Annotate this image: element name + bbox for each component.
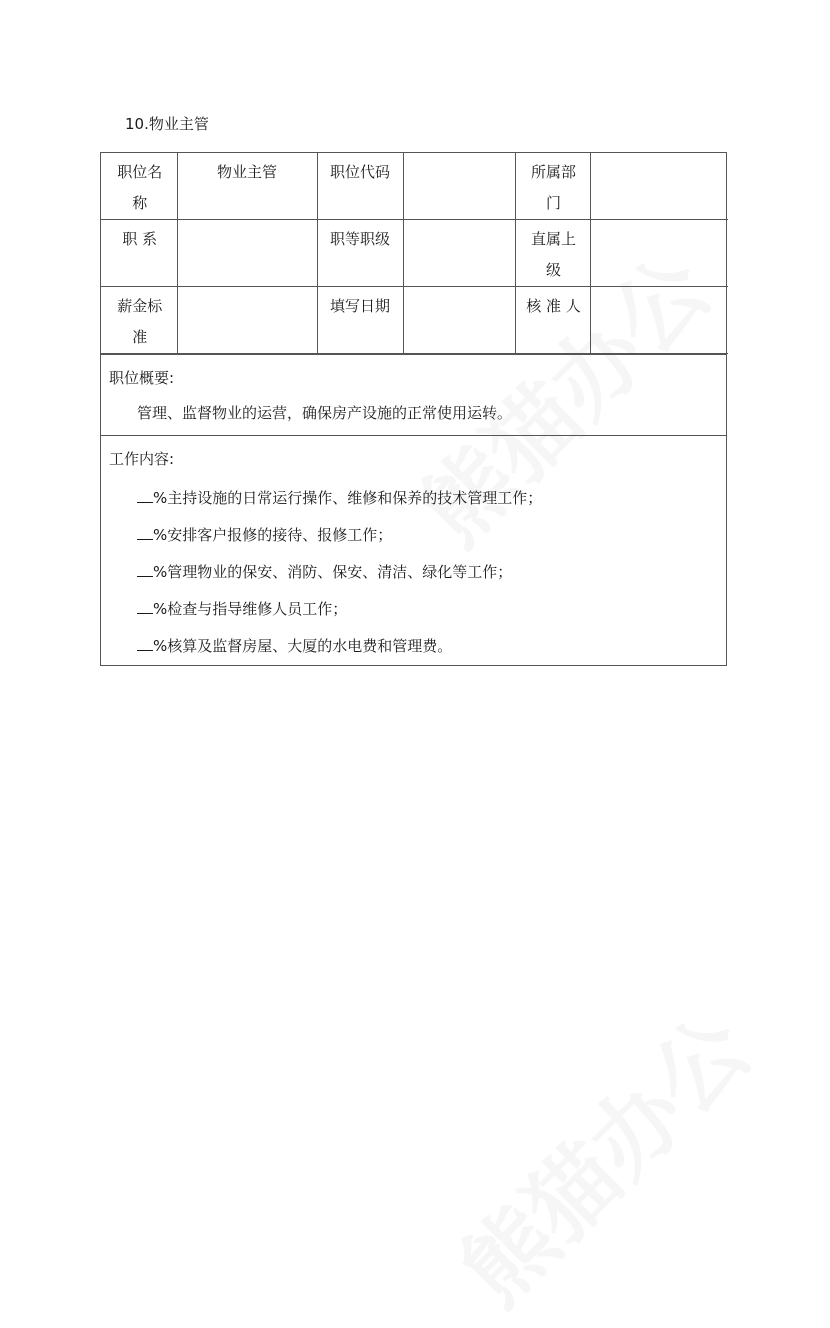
job-duties-heading: 工作内容:	[109, 450, 175, 468]
position-summary-block	[101, 354, 726, 435]
table-row	[101, 220, 728, 287]
percentage-blank	[137, 488, 153, 503]
watermark-bottom	[427, 982, 773, 1328]
table-row	[101, 153, 728, 220]
approver-label: 核 准 人	[515, 287, 590, 354]
duty-text: %检查与指导维修人员工作；	[153, 600, 348, 618]
list-item	[137, 635, 718, 657]
position-code-value	[403, 153, 515, 220]
salary-standard-value	[177, 287, 317, 354]
list-item	[137, 524, 718, 546]
direct-supervisor-value	[590, 220, 728, 287]
percentage-blank	[137, 599, 153, 614]
duty-text: %安排客户报修的接待、报修工作；	[153, 526, 393, 544]
job-duties-list	[109, 487, 718, 657]
department-value	[590, 153, 728, 220]
grade-level-label: 职等职级	[317, 220, 403, 287]
duty-text: %核算及监督房屋、大厦的水电费和管理费。	[153, 637, 453, 655]
section-title: 10.物业主管	[125, 115, 209, 133]
position-name-value: 物业主管	[177, 153, 317, 220]
job-info-table	[101, 153, 728, 354]
position-summary-text: 管理、监督物业的运营，确保房产设施的正常使用运转。	[137, 404, 513, 422]
table-row	[101, 287, 728, 354]
percentage-blank	[137, 636, 153, 651]
list-item	[137, 598, 718, 620]
list-item	[137, 561, 718, 583]
fill-date-value	[403, 287, 515, 354]
direct-supervisor-label: 直属上级	[515, 220, 590, 287]
grade-level-value	[403, 220, 515, 287]
fill-date-label: 填写日期	[317, 287, 403, 354]
job-description-form	[100, 152, 727, 666]
position-summary-heading: 职位概要:	[109, 369, 175, 387]
job-series-value	[177, 220, 317, 287]
list-item	[137, 487, 718, 509]
job-series-label: 职 系	[101, 220, 177, 287]
duty-text: %主持设施的日常运行操作、维修和保养的技术管理工作；	[153, 489, 543, 507]
percentage-blank	[137, 525, 153, 540]
salary-standard-label: 薪金标准	[101, 287, 177, 354]
percentage-blank	[137, 562, 153, 577]
department-label: 所属部门	[515, 153, 590, 220]
job-duties-block	[101, 435, 726, 665]
duty-text: %管理物业的保安、消防、保安、清洁、绿化等工作；	[153, 563, 513, 581]
position-code-label: 职位代码	[317, 153, 403, 220]
position-name-label: 职位名称	[101, 153, 177, 220]
approver-value	[590, 287, 728, 354]
